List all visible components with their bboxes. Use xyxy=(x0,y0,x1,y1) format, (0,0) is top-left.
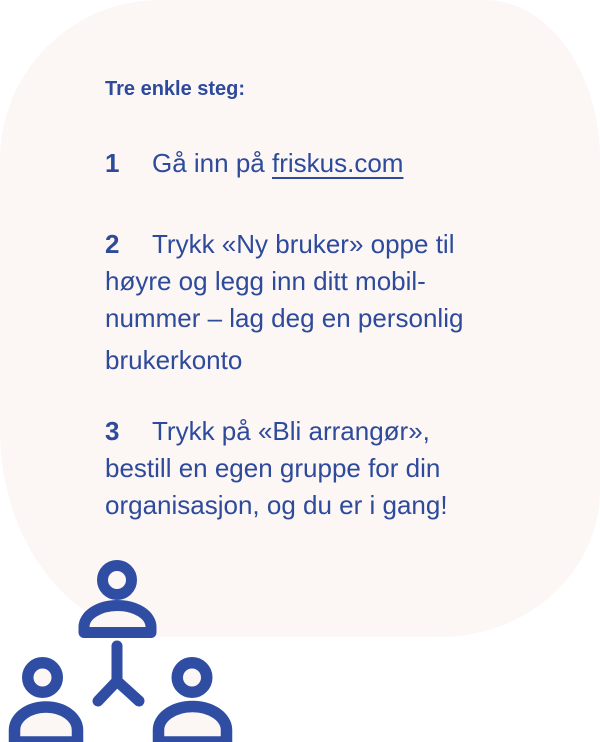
step-2-text-1: Trykk «Ny bruker» oppe til xyxy=(152,229,455,259)
step-3-number: 3 xyxy=(105,416,120,446)
person-top-icon xyxy=(84,566,151,633)
friskus-link[interactable]: friskus.com xyxy=(271,148,404,178)
step-3-text-1: Trykk på «Bli arrangør», xyxy=(152,416,430,446)
step-3-line-1 xyxy=(105,413,448,450)
heading: Tre enkle steg: xyxy=(105,78,246,100)
step-2-line-3: nummer – lag deg en personlig xyxy=(105,303,464,333)
step-1-line xyxy=(105,145,403,182)
step-2-line-4: brukerkonto xyxy=(105,345,243,375)
step-2-line-2: høyre og legg inn ditt mobil- xyxy=(105,266,426,296)
step-2-line-1 xyxy=(105,226,463,263)
person-right-icon xyxy=(159,663,227,742)
step-3-line-3: organisasjon, og du er i gang! xyxy=(105,490,448,520)
step-3-line-2: bestill en egen gruppe for din xyxy=(105,453,441,483)
connector-lines xyxy=(98,646,139,701)
step-2 xyxy=(105,226,463,379)
people-group-icon xyxy=(0,550,250,742)
step-1 xyxy=(105,145,403,182)
step-1-number: 1 xyxy=(105,148,120,178)
step-3 xyxy=(105,413,448,524)
step-2-number: 2 xyxy=(105,229,120,259)
step-1-text: Gå inn på xyxy=(152,148,272,178)
person-left-icon xyxy=(15,663,78,742)
